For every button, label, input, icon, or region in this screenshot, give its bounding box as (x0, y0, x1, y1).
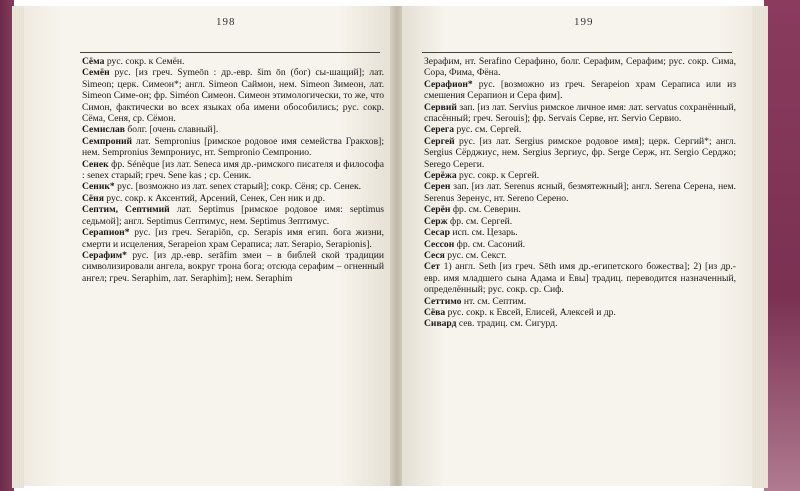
entry-headword: Серафион* (424, 78, 473, 90)
dictionary-entry (424, 239, 736, 250)
dictionary-entry (424, 216, 736, 227)
dictionary-entry (424, 204, 736, 215)
entry-headword: Серен (424, 181, 451, 193)
dictionary-entry (82, 67, 384, 124)
dictionary-entry (82, 250, 384, 284)
entry-headword: Сет (424, 261, 441, 273)
entry-definition: зап. [из лат. Servius римское личное имя: лат. servatus сохранённый, спасённый; греч. Serouis]; фр. Servais Серве, нт. Servio Сервио. (424, 101, 736, 125)
entry-definition: рус. [возможно из лат. senex старый]; сокр. Сёня; ср. Сенек. (114, 181, 362, 193)
entry-definition: сев. традиц. см. Сигурд. (456, 318, 558, 330)
entry-headword: Сенек (82, 158, 109, 170)
entry-headword: Сеттимо (424, 295, 462, 307)
entry-headword: Сёня (82, 192, 104, 204)
entry-definition: рус. [из греч. Symeōn : др.-евр. šim ōn (бог) сы-шащий]; лат. Simeon; церк. Симеон*; англ. Simeon Саймон, нем. Simeon Зимеон, лат. Simeon Симе-он; фр. Siméon Симеон. Симеон этимологически, то же, что Симон, фактически во всех языках оба имени обособились; рус. сокр. Сёма, Сеня, ср. Сёмон. (82, 67, 384, 125)
dictionary-entry (424, 102, 736, 125)
entry-definition: рус. сокр. к Семён. (104, 56, 185, 67)
entry-headword: Сёма (82, 56, 105, 67)
dictionary-entry (424, 261, 736, 295)
entry-definition: исп. см. Цезарь. (449, 227, 518, 239)
entry-definition: рус. сокр. к Аксентий, Арсений, Сенек, Сен ник и др. (103, 192, 325, 204)
entry-headword: Серега (424, 124, 455, 136)
entry-headword: Серён (424, 204, 451, 216)
entry-definition: зап. [из лат. Serenus ясный, безмятежный]; англ. Serena Серена, нем. Serenus Зеренус, нт. Sereno Серено. (424, 181, 736, 204)
entry-definition: 1) англ. Seth [из греч. Sēth имя др.-египетского божества]; 2) [из др.-евр. имя младшего сына Адама и Евы] традиц. переводится назначенный, определённый; рус. сокр. ср. Сиф. (424, 261, 736, 296)
entry-headword: Серж (424, 215, 448, 227)
entry-headword: Сеся (424, 249, 445, 261)
entry-definition: лат. Septimus [римское родовое имя: septimus седьмой]; англ. Septimus Септимус, нем. Septimus Зептимус. (82, 204, 384, 227)
dictionary-entry (424, 124, 736, 135)
dictionary-entry (82, 227, 384, 250)
dictionary-entry (424, 170, 736, 181)
dictionary-entry (424, 250, 736, 261)
entry-headword: Сеник* (82, 181, 115, 193)
page-stack-left (12, 6, 24, 488)
dictionary-entry (82, 159, 384, 182)
entry-definition: рус. см. Секст. (444, 249, 507, 261)
entry-definition: Зерафим, нт. Serafino Серафино, болг. Серафим, Серафим; рус. сокр. Сима, Сора, Фима, Фёна. (424, 56, 736, 79)
dictionary-entry (82, 56, 384, 67)
dictionary-entry (82, 204, 384, 227)
dictionary-entry (424, 56, 736, 79)
dictionary-entry (82, 136, 384, 159)
entry-definition: фр. см. Сасоний. (454, 238, 526, 250)
entry-definition: рус. сокр. к Евсей, Елисей, Алексей и др. (445, 306, 616, 318)
entry-headword: Семпроний (82, 135, 133, 147)
right-page (402, 6, 752, 486)
header-rule (422, 52, 732, 53)
entry-headword: Сёва (424, 306, 446, 318)
entry-headword: Сессон (424, 238, 455, 250)
dictionary-entry (424, 181, 736, 204)
entry-headword: Серафим* (82, 249, 127, 261)
entry-definition: рус. см. Сергей. (454, 124, 522, 136)
dictionary-entry (424, 307, 736, 318)
book-cover-edge (764, 0, 800, 491)
entry-definition: рус. сокр. к Сергей. (456, 170, 540, 182)
left-entry-list (82, 56, 384, 284)
right-page-number: 199 (574, 16, 594, 28)
entry-headword: Семислав (82, 124, 125, 136)
page-stack-right (752, 6, 768, 488)
entry-headword: Сервий (424, 101, 457, 113)
dictionary-entry (424, 318, 736, 329)
entry-headword: Сергей (424, 135, 455, 147)
right-entry-list (424, 56, 736, 330)
entry-headword: Септим, Септимий (82, 204, 170, 216)
entry-headword: Сивард (424, 318, 457, 330)
entry-definition: нт. см. Септим. (461, 295, 527, 307)
entry-headword: Семён (82, 67, 110, 79)
dictionary-entry (82, 124, 384, 135)
header-rule (80, 52, 380, 53)
dictionary-entry (82, 193, 384, 204)
entry-headword: Серёжа (424, 170, 457, 182)
entry-headword: Серапион* (82, 227, 130, 239)
entry-headword: Сесар (424, 227, 450, 239)
dictionary-entry (424, 136, 736, 170)
dictionary-entry (424, 79, 736, 102)
entry-definition: болг. [очень славный]. (125, 124, 219, 136)
entry-definition: рус. [возможно из греч. Serapeion храм Сераписа или из смешения Серапион и Сера фим]. (424, 78, 736, 102)
dictionary-entry (424, 227, 736, 238)
entry-definition: рус. [из др.-евр. serāfim змеи – в библей ской традиции символизировали ангела, вокруг трона бога; отсюда серафим – огненный ангел; греч. Seraphim, лат. Seraphim]; нем. Seraphim (82, 249, 384, 284)
entry-definition: рус. [из греч. Serapiōn, ср. Serapis имя егип. бога жизни, смерти и исцеления, Serapeion храм Сераписа; лат. Serapio, Serapionis]. (82, 227, 384, 250)
dictionary-entry (424, 296, 736, 307)
entry-definition: фр. см. Сергей. (447, 215, 513, 227)
entry-definition: фр. Sénèque [из лат. Seneca имя др.-римского писателя и философа : senex старый; греч. Sene kas ; ср. Сеник. (82, 158, 384, 182)
entry-definition: рус. [из лат. Sergius римское родовое имя]; церк. Сергий*; англ. Sergius Сёрджиус, нем. Sergius Зергиус, фр. Serge Серж, нт. Sergio Серджо; Serego Сереги. (424, 135, 736, 170)
entry-definition: фр. см. Северин. (450, 204, 521, 216)
left-page-number: 198 (216, 16, 236, 28)
dictionary-entry (82, 181, 384, 192)
entry-definition: лат. Sempronius [римское родовое имя семейства Гракхов]; нем. Sempronius Земпрониус, нт. Sempronio Семпронио. (82, 135, 384, 159)
left-page (24, 6, 394, 486)
